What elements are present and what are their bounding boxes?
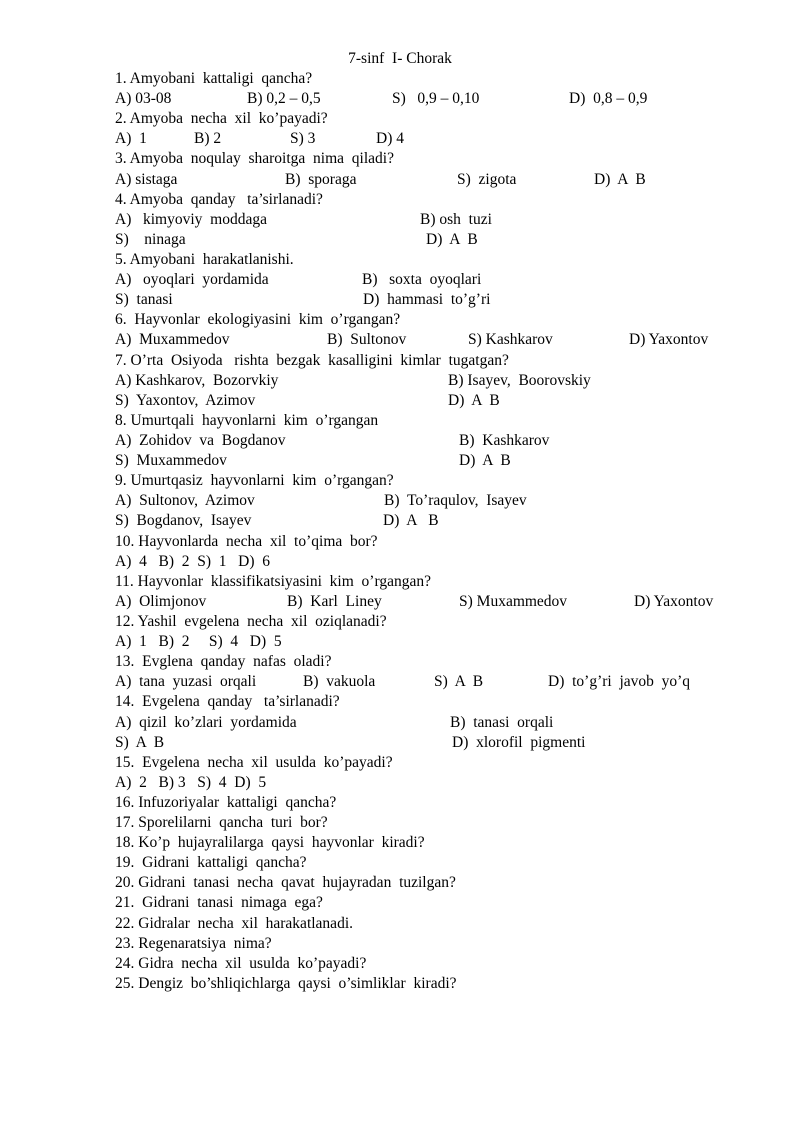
answer-options-line [115,773,775,793]
answer-option: B) To’raqulov, Isayev [384,492,527,510]
answer-option: A) Kashkarov, Bozorvkiy [115,371,279,389]
answer-option: S) A B [115,733,165,751]
answer-option: B) vakuola [303,673,376,691]
answer-option: A) kimyoviy moddaga [115,210,267,228]
question-text: 6. Hayvonlar ekologiyasini kim o’rgangan? [115,311,401,329]
answer-option: D) 0,8 – 0,9 [569,90,648,108]
answer-option: B) Kashkarov [459,431,550,449]
question-line [115,69,775,89]
question-line [115,532,775,552]
question-line [115,873,775,893]
question-text: 14. Evgelena qanday ta’sirlanadi? [115,693,340,711]
answer-option: A) 03-08 [115,90,172,108]
question-line [115,471,775,491]
question-text: 5. Amyobani harakatlanishi. [115,250,294,268]
answer-option: A) Zohidov va Bogdanov [115,431,286,449]
answer-option: D) hammasi to’g’ri [363,291,491,309]
question-text: 23. Regenaratsiya nima? [115,934,272,952]
answer-option: S) Muxammedov [115,452,227,470]
question-line [115,351,775,371]
answer-options-line [115,713,775,733]
question-text: 25. Dengiz bo’shliqichlarga qaysi o’simliklar kiradi? [115,974,457,992]
question-text: 10. Hayvonlarda necha xil to’qima bor? [115,532,378,550]
question-text: 18. Ko’p hujayralilarga qaysi hayvonlar kiradi? [115,834,425,852]
answer-option: A) Muxammedov [115,331,230,349]
question-line [115,411,775,431]
answer-option: S) ninaga [115,230,186,248]
answer-option: D) A B [448,391,500,409]
answer-option: A) Sultonov, Azimov [115,492,255,510]
question-text: 15. Evgelena necha xil usulda ko’payadi? [115,753,393,771]
answer-options-line [115,491,775,511]
question-line [115,893,775,913]
question-line [115,692,775,712]
answer-option: S) tanasi [115,291,173,309]
answer-option: D) to’g’ri javob yo’q [548,673,691,691]
question-text: 24. Gidra necha xil usulda ko’payadi? [115,954,367,972]
question-line [115,793,775,813]
answer-option: B) Isayev, Boorovskiy [448,371,591,389]
answer-options-line [115,230,775,250]
question-line [115,914,775,934]
answer-options-line [115,592,775,612]
answer-option: D) A B [383,512,439,530]
answer-options-line [115,129,775,149]
question-line [115,954,775,974]
answer-option: D) Yaxontov [634,592,714,610]
answer-option: A) qizil ko’zlari yordamida [115,713,297,731]
answer-option: B) 2 [194,130,222,148]
answer-option: B) Karl Liney [287,592,382,610]
answer-option: B) tanasi orqali [450,713,554,731]
question-line [115,753,775,773]
answer-option: D) A B [426,230,478,248]
answer-options-line [115,89,775,109]
question-text: 9. Umurtqasiz hayvonlarni kim o’rgangan? [115,472,394,490]
answer-options-line [115,552,775,572]
answer-option: A) 4 B) 2 S) 1 D) 6 [115,552,270,570]
question-text: 21. Gidrani tanasi nimaga ega? [115,894,323,912]
answer-options-line [115,672,775,692]
answer-option: S) zigota [457,170,517,188]
answer-option: A) 1 [115,130,147,148]
answer-option: B) Sultonov [327,331,407,349]
question-line [115,612,775,632]
question-text: 16. Infuzoriyalar kattaligi qancha? [115,793,337,811]
answer-options-line [115,451,775,471]
question-line [115,853,775,873]
answer-options-line [115,431,775,451]
answer-options-line [115,733,775,753]
question-line [115,250,775,270]
question-text: 20. Gidrani tanasi necha qavat hujayradan tuzilgan? [115,874,456,892]
answer-option: B) sporaga [285,170,357,188]
answer-options-line [115,210,775,230]
answer-options-line [115,391,775,411]
answer-options-line [115,290,775,310]
question-text: 11. Hayvonlar klassifikatsiyasini kim o’rgangan? [115,572,431,590]
answer-option: D) A B [594,170,646,188]
question-text: 19. Gidrani kattaligi qancha? [115,854,307,872]
answer-option: S) Kashkarov [468,331,553,349]
answer-option: A) Olimjonov [115,592,207,610]
question-text: 4. Amyoba qanday ta’sirlanadi? [115,190,323,208]
question-text: 1. Amyobani kattaligi qancha? [115,70,313,87]
question-list [115,69,775,994]
answer-option: B) osh tuzi [420,210,492,228]
answer-options-line [115,632,775,652]
answer-options-line [115,330,775,350]
answer-option: D) A B [459,452,511,470]
answer-option: D) 4 [376,130,404,148]
question-text: 17. Sporelilarni qancha turi bor? [115,814,328,832]
answer-option: A) sistaga [115,170,178,188]
answer-option: S) Yaxontov, Azimov [115,391,256,409]
question-line [115,652,775,672]
answer-option: A) 2 B) 3 S) 4 D) 5 [115,773,267,791]
answer-option: S) 3 [290,130,316,148]
answer-option: S) Bogdanov, Isayev [115,512,252,530]
answer-option: A) tana yuzasi orqali [115,673,257,691]
question-line [115,190,775,210]
question-line [115,833,775,853]
question-line [115,310,775,330]
question-line [115,974,775,994]
answer-option: A) oyoqlari yordamida [115,271,269,289]
answer-option: A) 1 B) 2 S) 4 D) 5 [115,633,282,651]
question-text: 22. Gidralar necha xil harakatlanadi. [115,914,353,932]
question-line [115,572,775,592]
question-text: 2. Amyoba necha xil ko’payadi? [115,110,328,128]
answer-options-line [115,270,775,290]
answer-options-line [115,371,775,391]
question-text: 3. Amyoba noqulay sharoitga nima qiladi? [115,150,394,168]
answer-option: D) xlorofil pigmenti [452,733,586,751]
question-line [115,813,775,833]
question-line [115,934,775,954]
answer-option: D) Yaxontov [629,331,709,349]
question-text: 13. Evglena qanday nafas oladi? [115,653,332,671]
answer-option: S) Muxammedov [459,592,568,610]
answer-option: S) 0,9 – 0,10 [392,90,480,108]
question-text: 8. Umurtqali hayvonlarni kim o’rgangan [115,411,379,429]
question-line [115,149,775,169]
answer-option: B) soxta oyoqlari [362,271,482,289]
question-text: 7. O’rta Osiyoda rishta bezgak kasalligini kimlar tugatgan? [115,351,509,369]
page-title: 7-sinf I- Chorak [348,50,452,67]
answer-option: B) 0,2 – 0,5 [247,90,321,108]
answer-options-line [115,170,775,190]
answer-options-line [115,511,775,531]
answer-option: S) A B [434,673,484,691]
question-text: 12. Yashil evgelena necha xil oziqlanadi? [115,612,387,630]
question-line [115,109,775,129]
